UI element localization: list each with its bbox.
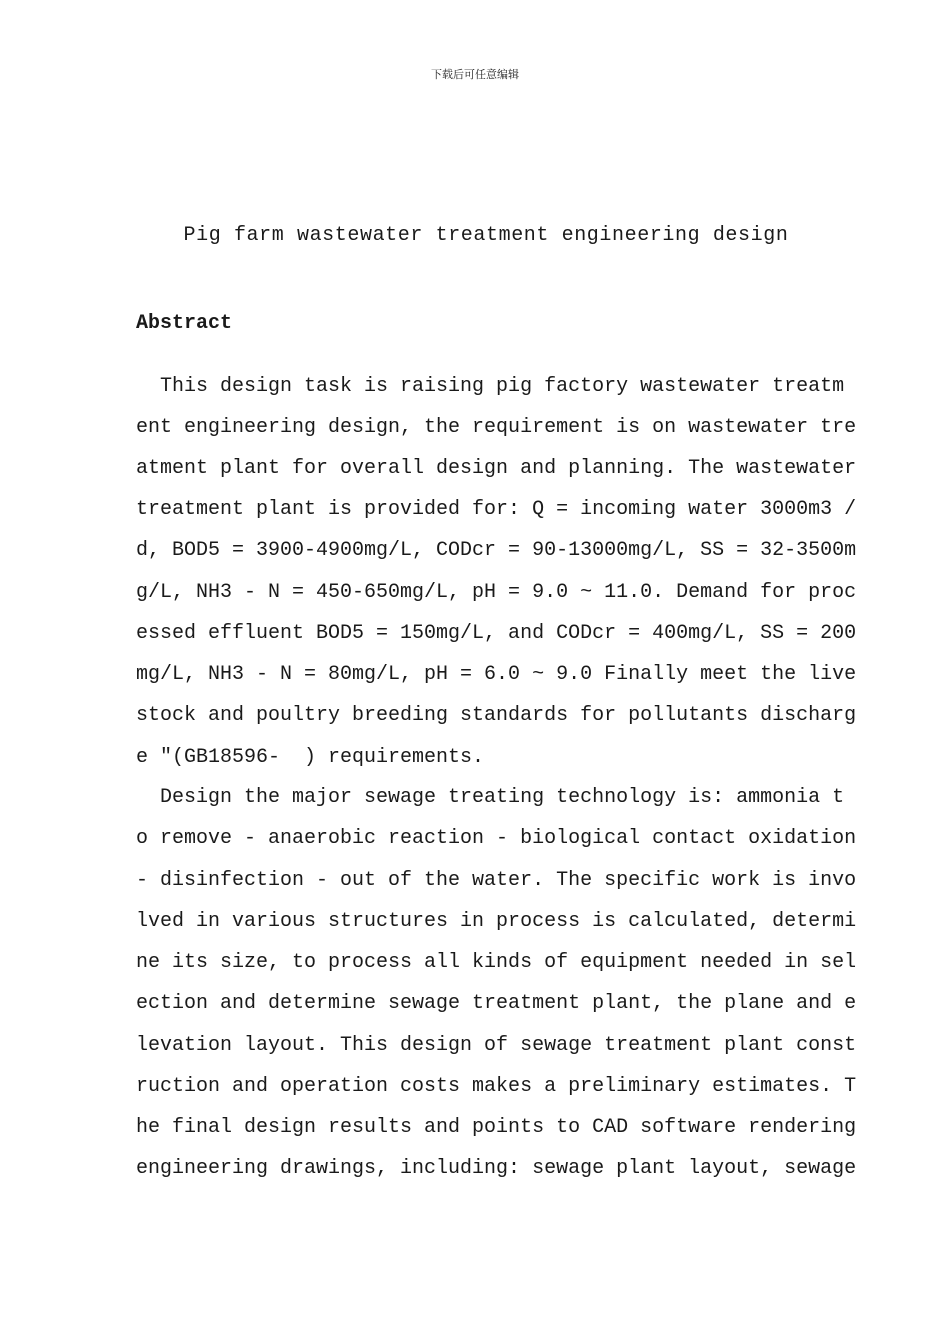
header-note: 下载后可任意编辑 <box>431 68 519 81</box>
paragraph-2-line: he final design results and points to CAD software rendering <box>136 1116 857 1139</box>
document-title: Pig farm wastewater treatment engineering design <box>183 224 789 247</box>
paragraph-2-line: o remove - anaerobic reaction - biological contact oxidation <box>136 827 857 850</box>
paragraph-1-line: atment plant for overall design and planning. The wastewater <box>136 457 857 480</box>
paragraph-1-line: e "(GB18596- ) requirements. <box>136 746 485 769</box>
paragraph-1-line: stock and poultry breeding standards for pollutants discharg <box>136 704 857 727</box>
paragraph-1-line: treatment plant is provided for: Q = incoming water 3000m3 / <box>136 498 857 521</box>
paragraph-1-line: d, BOD5 = 3900-4900mg/L, CODcr = 90-13000mg/L, SS = 32-3500m <box>136 539 857 562</box>
paragraph-2-line: ruction and operation costs makes a preliminary estimates. T <box>136 1075 857 1098</box>
abstract-heading: Abstract <box>136 312 233 335</box>
paragraph-2-line: - disinfection - out of the water. The specific work is invo <box>136 869 857 892</box>
paragraph-2-line: ection and determine sewage treatment plant, the plane and e <box>136 992 857 1015</box>
paragraph-2-line: levation layout. This design of sewage treatment plant const <box>136 1034 857 1057</box>
paragraph-2-line: engineering drawings, including: sewage plant layout, sewage <box>136 1157 857 1180</box>
paragraph-1-line: This design task is raising pig factory wastewater treatm <box>136 375 845 398</box>
paragraph-1-line: mg/L, NH3 - N = 80mg/L, pH = 6.0 ~ 9.0 Finally meet the live <box>136 663 857 686</box>
paragraph-1-line: ent engineering design, the requirement is on wastewater tre <box>136 416 857 439</box>
paragraph-2-line: ne its size, to process all kinds of equipment needed in sel <box>136 951 857 974</box>
paragraph-1-line: g/L, NH3 - N = 450-650mg/L, pH = 9.0 ~ 11.0. Demand for proc <box>136 581 857 604</box>
paragraph-2-line: lved in various structures in process is calculated, determi <box>136 910 857 933</box>
paragraph-1-line: essed effluent BOD5 = 150mg/L, and CODcr = 400mg/L, SS = 200 <box>136 622 857 645</box>
paragraph-2-line: Design the major sewage treating technology is: ammonia t <box>136 786 845 809</box>
